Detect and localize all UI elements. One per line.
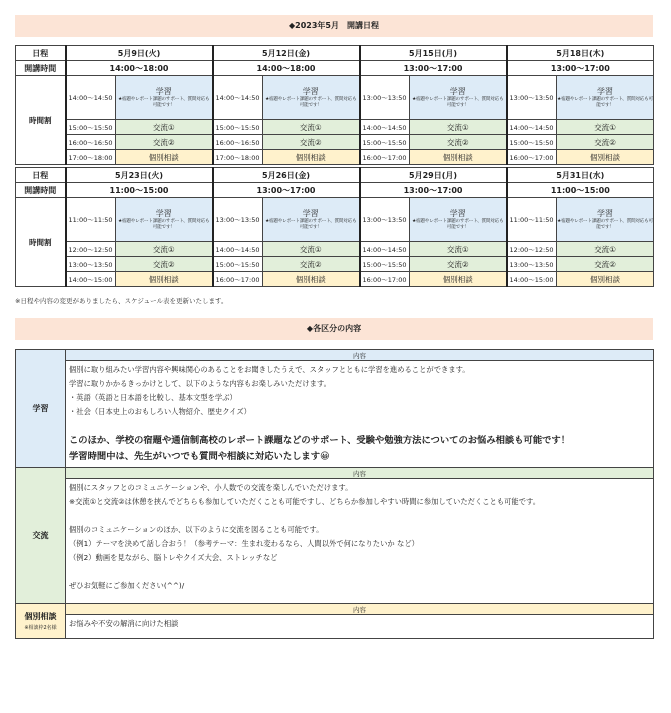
slot-time: 16:00～17:00 <box>213 272 263 287</box>
slot-time: 14:00～14:50 <box>66 76 116 120</box>
slot-time: 14:00～14:50 <box>507 120 557 135</box>
study-slot <box>557 76 654 120</box>
kobetsu-slot: 個別相談 <box>557 272 654 287</box>
koryu-slot: 交流① <box>557 242 654 257</box>
day-hours: 14:00～18:00 <box>213 61 360 76</box>
slot-time: 15:00～15:50 <box>507 135 557 150</box>
koryu-slot: 交流① <box>410 242 507 257</box>
day-date: 5月26日(金) <box>213 168 360 183</box>
koryu-slot: 交流② <box>410 257 507 272</box>
day-hours: 13:00～17:00 <box>360 183 507 198</box>
kobetsu-slot: 個別相談 <box>263 272 360 287</box>
content-line: ※交流①と交流②は休憩を挟んでどちらも参加していただくことも可能ですし、どちらか参加しやすい時間に参加していただくことも可能です。 <box>69 497 541 506</box>
study-slot <box>410 198 507 242</box>
study-title: 学習 <box>449 86 466 96</box>
sections-banner: ◆各区分の内容 <box>15 318 653 340</box>
study-note: ★宿題やレポート課題のサポート、質問対応も可能です！ <box>412 96 504 108</box>
schedule-table-week-1 <box>15 45 654 165</box>
content-line <box>69 565 650 579</box>
content-line: 学習時間中は、先生がいつでも質問や相談に対応いたします😀 <box>69 451 330 462</box>
study-slot <box>263 198 360 242</box>
timetable-label: 時間割 <box>16 198 66 287</box>
section-name <box>16 604 66 639</box>
koryu-slot: 交流① <box>557 120 654 135</box>
slot-time: 13:00～13:50 <box>507 76 557 120</box>
day-date: 5月23日(火) <box>66 168 213 183</box>
study-note: ★宿題やレポート課題のサポート、質問対応も可能です！ <box>118 96 210 108</box>
section-name <box>16 350 66 468</box>
koryu-slot: 交流① <box>263 120 360 135</box>
slot-time: 14:00～15:00 <box>507 272 557 287</box>
study-slot <box>263 76 360 120</box>
section-subnote: ※相談枠2名様 <box>24 625 57 631</box>
kobetsu-slot: 個別相談 <box>410 150 507 165</box>
koryu-slot: 交流② <box>410 135 507 150</box>
slot-time: 16:00～17:00 <box>507 150 557 165</box>
study-title: 学習 <box>597 86 614 96</box>
slot-time: 12:00～12:50 <box>66 242 116 257</box>
content-line: お悩みや不安の解消に向けた相談 <box>69 619 179 628</box>
day-hours: 11:00～15:00 <box>507 183 654 198</box>
content-line <box>69 419 650 433</box>
koryu-slot: 交流① <box>410 120 507 135</box>
slot-time: 13:00～13:50 <box>360 198 410 242</box>
content-line <box>69 509 650 523</box>
day-date: 5月18日(木) <box>507 46 654 61</box>
day-hours: 13:00～17:00 <box>360 61 507 76</box>
content-line: （例2）動画を見ながら、脳トレやクイズ大会、ストレッチなど <box>69 553 278 562</box>
study-title: 学習 <box>302 208 319 218</box>
content-line: ・社会（日本史上のおもしろい人物紹介、歴史クイズ） <box>69 407 251 416</box>
study-note: ★宿題やレポート課題のサポート、質問対応も可能です！ <box>118 218 210 230</box>
date-label: 日程 <box>16 168 66 183</box>
study-note: ★宿題やレポート課題のサポート、質問対応も可能です！ <box>557 218 653 230</box>
slot-time: 16:00～17:00 <box>360 272 410 287</box>
slot-time: 13:00～13:50 <box>507 257 557 272</box>
content-line: ぜひお気軽にご参加ください(^^)/ <box>69 581 185 590</box>
slot-time: 16:00～17:00 <box>360 150 410 165</box>
study-title: 学習 <box>302 86 319 96</box>
update-note: ※日程や内容の変更がありましたら、スケジュール表を更新いたします。 <box>15 297 228 305</box>
day-date: 5月31日(水) <box>507 168 654 183</box>
slot-time: 14:00～14:50 <box>213 76 263 120</box>
content-line: このほか、学校の宿題や通信制高校のレポート課題などのサポート、受験や勉強方法についてのお悩み相談も可能です！ <box>69 435 571 446</box>
section-title: 個別相談 <box>24 612 57 621</box>
study-title: 学習 <box>597 208 614 218</box>
study-slot <box>116 198 213 242</box>
study-title: 学習 <box>449 208 466 218</box>
slot-time: 13:00～13:50 <box>213 198 263 242</box>
date-label: 日程 <box>16 46 66 61</box>
study-note: ★宿題やレポート課題のサポート、質問対応も可能です！ <box>265 218 357 230</box>
kobetsu-slot: 個別相談 <box>410 272 507 287</box>
section-title: 学習 <box>32 404 49 413</box>
content-line: （例1）テーマを決めて話し合おう！（参考テーマ：生まれ変わるなら、人間以外で何になりたいか など） <box>69 539 419 548</box>
koryu-slot: 交流② <box>263 257 360 272</box>
section-content <box>66 361 654 468</box>
hours-label: 開講時間 <box>16 61 66 76</box>
day-hours: 13:00～17:00 <box>213 183 360 198</box>
content-line: 学習に取りかかるきっかけとして、以下のような内容もお楽しみいただけます。 <box>69 379 331 388</box>
section-name <box>16 468 66 604</box>
kobetsu-slot: 個別相談 <box>116 272 213 287</box>
slot-time: 15:00～15:50 <box>360 135 410 150</box>
schedule-banner: ◆2023年5月 開講日程 <box>15 15 653 37</box>
timetable-label: 時間割 <box>16 76 66 165</box>
slot-time: 16:00～16:50 <box>66 135 116 150</box>
content-header: 内容 <box>66 468 654 479</box>
day-date: 5月29日(月) <box>360 168 507 183</box>
content-line: 個別に取り組みたい学習内容や興味関心のあることをお聞きしたうえで、スタッフとともに学習を進めることができます。 <box>69 365 470 374</box>
content-line: 個別のコミュニケーションのほか、以下のように交流を図ることも可能です。 <box>69 525 324 534</box>
section-detail-table <box>15 349 654 639</box>
slot-time: 15:00～15:50 <box>213 120 263 135</box>
study-note: ★宿題やレポート課題のサポート、質問対応も可能です！ <box>265 96 357 108</box>
slot-time: 14:00～14:50 <box>360 120 410 135</box>
slot-time: 14:00～15:00 <box>66 272 116 287</box>
study-slot <box>557 198 654 242</box>
schedule-table-week-2 <box>15 167 654 287</box>
study-note: ★宿題やレポート課題のサポート、質問対応も可能です！ <box>557 96 653 108</box>
koryu-slot: 交流① <box>263 242 360 257</box>
koryu-slot: 交流① <box>116 242 213 257</box>
slot-time: 15:00～15:50 <box>66 120 116 135</box>
slot-time: 11:00～11:50 <box>66 198 116 242</box>
slot-time: 17:00～18:00 <box>213 150 263 165</box>
section-content <box>66 479 654 604</box>
slot-time: 13:00～13:50 <box>360 76 410 120</box>
kobetsu-slot: 個別相談 <box>263 150 360 165</box>
slot-time: 17:00～18:00 <box>66 150 116 165</box>
day-hours: 14:00～18:00 <box>66 61 213 76</box>
koryu-slot: 交流② <box>557 135 654 150</box>
day-date: 5月12日(金) <box>213 46 360 61</box>
study-slot <box>410 76 507 120</box>
day-hours: 13:00～17:00 <box>507 61 654 76</box>
section-content <box>66 615 654 639</box>
kobetsu-slot: 個別相談 <box>557 150 654 165</box>
kobetsu-slot: 個別相談 <box>116 150 213 165</box>
day-hours: 11:00～15:00 <box>66 183 213 198</box>
koryu-slot: 交流② <box>116 257 213 272</box>
slot-time: 16:00～16:50 <box>213 135 263 150</box>
slot-time: 14:00～14:50 <box>360 242 410 257</box>
slot-time: 13:00～13:50 <box>66 257 116 272</box>
study-slot <box>116 76 213 120</box>
hours-label: 開講時間 <box>16 183 66 198</box>
koryu-slot: 交流② <box>557 257 654 272</box>
slot-time: 15:00～15:50 <box>213 257 263 272</box>
slot-time: 15:00～15:50 <box>360 257 410 272</box>
study-title: 学習 <box>155 208 172 218</box>
content-line: ・英語（英語と日本語を比較し、基本文型を学ぶ） <box>69 393 237 402</box>
content-header: 内容 <box>66 604 654 615</box>
koryu-slot: 交流② <box>116 135 213 150</box>
slot-time: 12:00～12:50 <box>507 242 557 257</box>
day-date: 5月9日(火) <box>66 46 213 61</box>
content-line: 個別にスタッフとのコミュニケーションや、小人数での交流を楽しんでいただけます。 <box>69 483 353 492</box>
slot-time: 11:00～11:50 <box>507 198 557 242</box>
slot-time: 14:00～14:50 <box>213 242 263 257</box>
koryu-slot: 交流① <box>116 120 213 135</box>
study-title: 学習 <box>155 86 172 96</box>
content-header: 内容 <box>66 350 654 361</box>
day-date: 5月15日(月) <box>360 46 507 61</box>
koryu-slot: 交流② <box>263 135 360 150</box>
study-note: ★宿題やレポート課題のサポート、質問対応も可能です！ <box>412 218 504 230</box>
section-title: 交流 <box>32 531 49 540</box>
